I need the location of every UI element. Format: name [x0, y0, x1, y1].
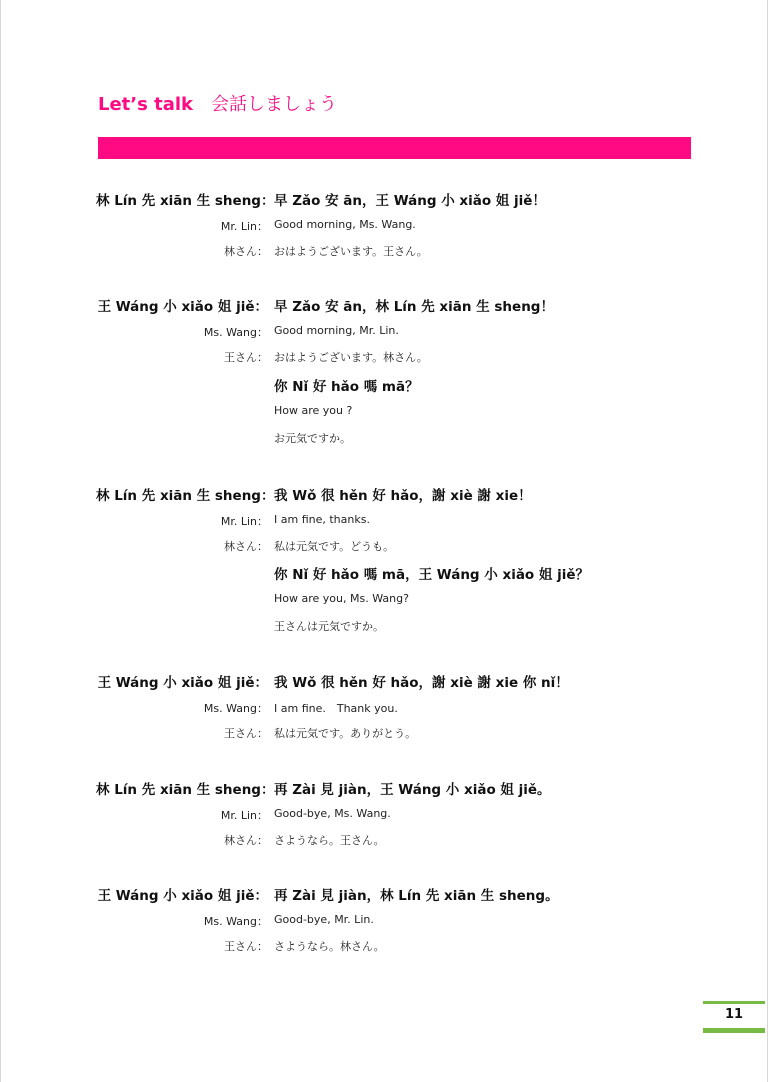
japanese-translation: さようなら。王さん。: [274, 834, 385, 847]
title-accent-bar: [98, 137, 691, 159]
japanese-speaker-label: 王さん：: [224, 351, 268, 364]
speaker-label: 林 Lín 先 xiān 生 sheng：: [96, 782, 275, 798]
japanese-translation: さようなら。林さん。: [274, 940, 385, 953]
english-translation: Good morning, Mr. Lin.: [274, 324, 399, 337]
section-title-en: Let’s talk: [98, 94, 193, 115]
english-speaker-label: Ms. Wang：: [203, 326, 268, 339]
english-translation: Good-bye, Mr. Lin.: [274, 913, 374, 926]
page-edge-left: [0, 0, 1, 1082]
speaker-label: 林 Lín 先 xiān 生 sheng：: [96, 488, 275, 504]
english-translation-2: How are you, Ms. Wang?: [274, 592, 409, 605]
chinese-line: 再 Zài 見 jiàn，林 Lín 先 xiān 生 sheng。: [274, 888, 559, 904]
japanese-speaker-label: 王さん：: [224, 940, 268, 953]
english-translation: Good morning, Ms. Wang.: [274, 218, 416, 231]
chinese-line: 早 Zǎo 安 ān，林 Lín 先 xiān 生 sheng！: [274, 299, 554, 315]
japanese-speaker-label: 王さん：: [224, 727, 268, 740]
japanese-translation: おはようございます。王さん。: [274, 245, 428, 258]
japanese-translation-2: 王さんは元気ですか。: [274, 620, 384, 633]
speaker-label: 王 Wáng 小 xiǎo 姐 jiě：: [97, 299, 268, 315]
speaker-label: 林 Lín 先 xiān 生 sheng：: [96, 193, 275, 209]
english-speaker-label: Ms. Wang：: [203, 915, 268, 928]
japanese-translation-2: お元気ですか。: [274, 432, 351, 445]
english-speaker-label: Mr. Lin：: [220, 220, 268, 233]
page-number-rule-top: [703, 1001, 765, 1004]
speaker-label: 王 Wáng 小 xiǎo 姐 jiě：: [97, 675, 268, 691]
english-translation-2: How are you ?: [274, 404, 353, 417]
chinese-line-2: 你 Nǐ 好 hǎo 嗎 mā？: [274, 379, 419, 395]
japanese-speaker-label: 林さん：: [224, 245, 268, 258]
japanese-translation: おはようございます。林さん。: [274, 351, 428, 364]
page-number: 11: [724, 1007, 744, 1022]
english-translation: I am fine, thanks.: [274, 513, 370, 526]
chinese-line: 我 Wǒ 很 hěn 好 hǎo，謝 xiè 謝 xie 你 nǐ！: [274, 675, 569, 691]
section-title: [98, 90, 337, 116]
english-speaker-label: Mr. Lin：: [220, 809, 268, 822]
english-speaker-label: Ms. Wang：: [203, 702, 268, 715]
english-translation: Good-bye, Ms. Wang.: [274, 807, 391, 820]
section-title-ja: 会話しましょう: [211, 94, 337, 115]
speaker-label: 王 Wáng 小 xiǎo 姐 jiě：: [97, 888, 268, 904]
english-speaker-label: Mr. Lin：: [220, 515, 268, 528]
english-translation: I am fine. Thank you.: [274, 702, 398, 715]
chinese-line: 早 Zǎo 安 ān，王 Wáng 小 xiǎo 姐 jiě！: [274, 193, 546, 209]
japanese-speaker-label: 林さん：: [224, 540, 268, 553]
chinese-line-2: 你 Nǐ 好 hǎo 嗎 mā，王 Wáng 小 xiǎo 姐 jiě？: [274, 567, 590, 583]
japanese-speaker-label: 林さん：: [224, 834, 268, 847]
page-number-rule-bottom: [703, 1028, 765, 1033]
japanese-translation: 私は元気です。ありがとう。: [274, 727, 417, 740]
japanese-translation: 私は元気です。どうも。: [274, 540, 395, 553]
chinese-line: 再 Zài 見 jiàn，王 Wáng 小 xiǎo 姐 jiě。: [274, 782, 551, 798]
chinese-line: 我 Wǒ 很 hěn 好 hǎo，謝 xiè 謝 xie！: [274, 488, 532, 504]
